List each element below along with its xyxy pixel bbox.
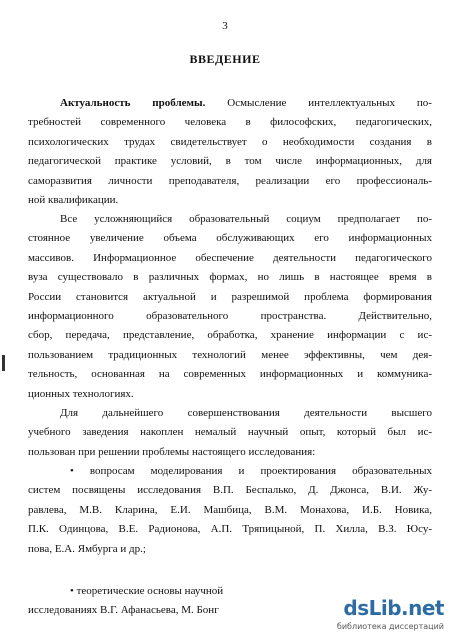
text-line: ной квалификации.: [28, 194, 119, 207]
text-line: психологических трудах свидетельствует о необходимости создания в: [28, 135, 432, 148]
text-line: Все усложняющийся образовательный социум предполагает по-: [60, 213, 432, 225]
text-line: саморазвития личности преподавателя, реализации его профессиональ-: [28, 174, 432, 187]
text-line: сбор, передача, представление, обработка, хранение информации с ис-: [28, 329, 432, 342]
section-heading: ВВЕДЕНИЕ: [189, 52, 261, 66]
paragraph-experience: [28, 404, 432, 462]
bullet-theory: [28, 582, 288, 621]
watermark-subtitle: библиотека диссертаций: [336, 622, 444, 631]
watermark-logo[interactable]: dsLib.net: [343, 596, 444, 620]
text-line: пользованием традиционных технологий менее эффективны, чем дея-: [28, 348, 432, 361]
lead-rest-text: Осмысление интеллектуальных по-: [205, 97, 432, 109]
lead-bold-text: Актуальность проблемы.: [60, 97, 206, 109]
bullet-line: • теоретические основы научной: [70, 585, 224, 597]
bullet-modeling: [28, 462, 432, 559]
bullet-line: • вопросам моделирования и проектирования образовательных: [70, 465, 432, 477]
text-line: [28, 94, 432, 113]
text-line: массивов. Информационное обеспечение деятельности педагогического: [28, 251, 432, 264]
text-line: информационного образовательного пространства. Действительно,: [28, 310, 432, 323]
watermark[interactable]: [332, 596, 444, 636]
paragraph-social: [28, 210, 432, 404]
text-line: педагогической практике условий, в том числе информационных, для: [28, 155, 432, 168]
text-line: вуза существовало в различных формах, но лишь в настоящее время в: [28, 271, 432, 284]
text-line: исследованиях В.Г. Афанасьева, М. Бонг: [28, 604, 219, 617]
text-line: равлева, М.В. Кларина, Е.И. Машбица, В.М. Монахова, И.Б. Новика,: [28, 503, 432, 516]
text-line: пользован при решении проблемы настоящего исследования:: [28, 445, 316, 458]
margin-mark: [2, 355, 5, 371]
text-line: стоянное увеличение объема обслуживающих его информационных: [28, 232, 432, 245]
text-line: П.К. Одинцова, В.Е. Радионова, А.П. Тряпицыной, П. Хилла, В.З. Юсу-: [28, 523, 432, 536]
text-line: тельность, основанная на современных информационных и коммуника-: [28, 368, 432, 381]
paragraph-relevance: [28, 94, 432, 210]
text-line: Для дальнейшего совершенствования деятельности высшего: [60, 407, 432, 419]
text-line: ционных технологиях.: [28, 387, 134, 400]
text-line: России становится актуальной и разрешимой проблема формирования: [28, 290, 432, 303]
text-line: требностей современного человека в философских, педагогических,: [28, 116, 432, 129]
text-line: пова, Е.А. Ямбурга и др.;: [28, 542, 146, 555]
text-line: систем посвящены исследования В.П. Беспалько, Д. Джонса, В.И. Жу-: [28, 484, 432, 497]
text-line: учебного заведения накоплен немалый научный опыт, который был ис-: [28, 426, 432, 439]
page-number: 3: [222, 20, 228, 32]
